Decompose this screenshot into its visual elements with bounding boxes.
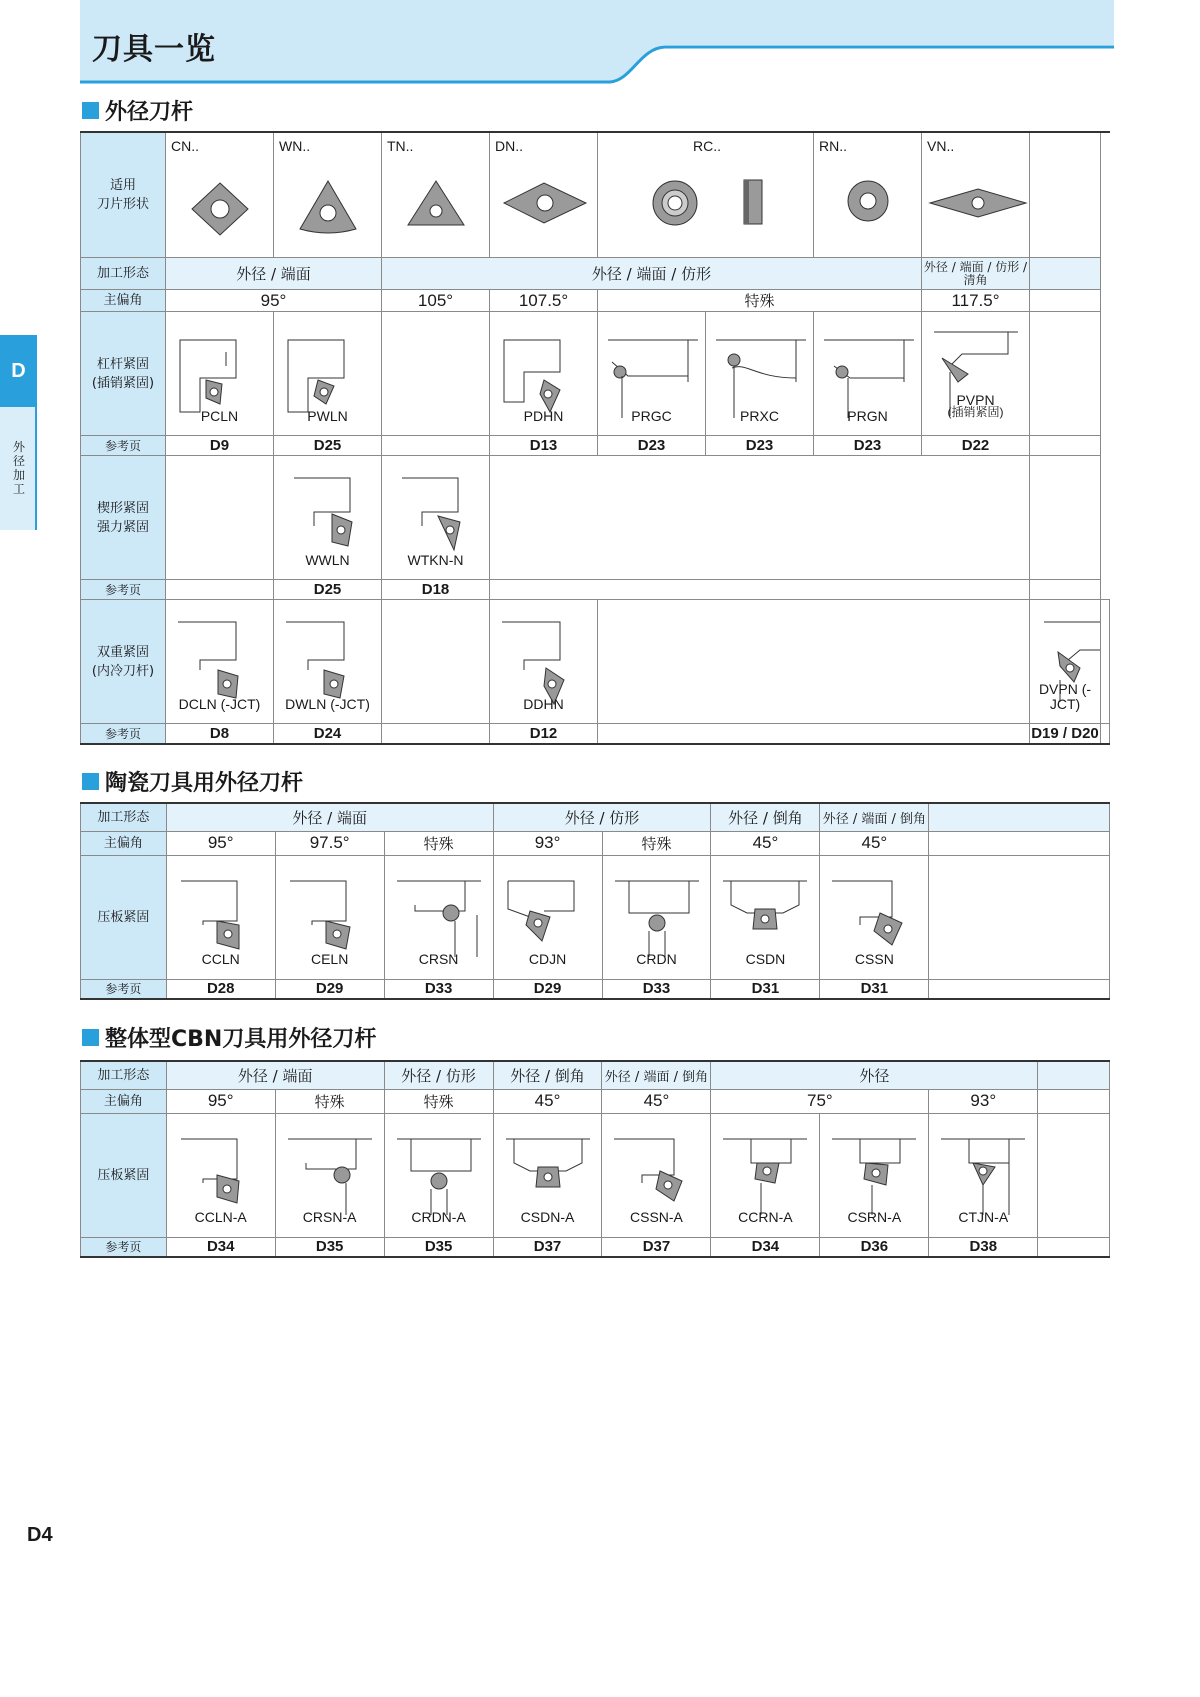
- page-number: D4: [27, 1524, 53, 1546]
- insert-wn: WN..: [274, 132, 382, 258]
- tool-prxc[interactable]: PRXC: [706, 312, 814, 436]
- tool-ddhn[interactable]: DDHN: [490, 600, 598, 724]
- wedge-clamp-row: [81, 456, 1110, 580]
- insert-tn: TN..: [382, 132, 490, 258]
- tool-wwln[interactable]: WWLN: [274, 456, 382, 580]
- row-label-lever: 杠杆紧固 (插销紧固): [81, 312, 166, 436]
- tool-cdjn[interactable]: CDJN: [493, 855, 602, 979]
- tool-pwln[interactable]: PWLN: [274, 312, 382, 436]
- cbn-clamp-row: 压板紧固 CCLN-A CRSN-A CRDN-A CSDN-A CSSN-A CCRN-A CSRN-A CTJN-A: [81, 1113, 1110, 1237]
- insert-rc: RC..: [598, 132, 814, 258]
- tool-ccrn-a[interactable]: CCRN-A: [711, 1113, 820, 1237]
- lever-clamp-row: [81, 312, 1110, 436]
- row-label-double: 双重紧固 (内冷刀杆): [81, 600, 166, 724]
- tool-prgc[interactable]: PRGC: [598, 312, 706, 436]
- tool-pvpn[interactable]: PVPN (插销紧固): [922, 312, 1030, 436]
- row-label-insert: 适用 刀片形状: [81, 132, 166, 258]
- insert-dn: DN..: [490, 132, 598, 258]
- tool-crsn-a[interactable]: CRSN-A: [275, 1113, 384, 1237]
- section-marker-icon: [82, 1029, 99, 1046]
- tool-dcln[interactable]: DCLN (-JCT): [166, 600, 274, 724]
- insert-rn: RN..: [814, 132, 922, 258]
- tool-cssn[interactable]: CSSN: [820, 855, 929, 979]
- ceramic-holder-table: 加工形态 外径 / 端面 外径 / 仿形 外径 / 倒角 外径 / 端面 / 倒角 主偏角 95° 97.5° 特殊 93° 特殊 45° 45° 压板紧固 CCLN CELN CRSN CDJN CRDN CSDN CSSN 参考页 D28 D29 D33 D29 D33 D31 D31: [80, 802, 1110, 1000]
- section-title-od-holders: 外径刀杆: [82, 95, 193, 126]
- tool-wtkn[interactable]: WTKN-N: [382, 456, 490, 580]
- side-tab-label: 外径加工: [13, 440, 26, 496]
- double-clamp-row: [81, 600, 1110, 724]
- ceramic-clamp-row: 压板紧固 CCLN CELN CRSN CDJN CRDN CSDN CSSN: [81, 855, 1110, 979]
- tool-dwln[interactable]: DWLN (-JCT): [274, 600, 382, 724]
- side-tab-letter[interactable]: D: [0, 335, 37, 407]
- row-label-wedge: 楔形紧固 强力紧固: [81, 456, 166, 580]
- tool-csrn-a[interactable]: CSRN-A: [820, 1113, 929, 1237]
- tool-prgn[interactable]: PRGN: [814, 312, 922, 436]
- section-marker-icon: [82, 773, 99, 790]
- row-label-angle: 主偏角: [81, 290, 166, 312]
- tool-ccln[interactable]: CCLN: [166, 855, 275, 979]
- tool-ccln-a[interactable]: CCLN-A: [166, 1113, 275, 1237]
- tool-crdn[interactable]: CRDN: [602, 855, 711, 979]
- tool-crsn[interactable]: CRSN: [384, 855, 493, 979]
- insert-cn: CN..: [166, 132, 274, 258]
- section-title-ceramic-holders: 陶瓷刀具用外径刀杆: [82, 766, 303, 797]
- section-marker-icon: [82, 102, 99, 119]
- cbn-holder-table: 加工形态 外径 / 端面 外径 / 仿形 外径 / 倒角 外径 / 端面 / 倒角 外径 主偏角 95° 特殊 特殊 45° 45° 75° 93° 压板紧固 CCLN-A CRSN-A CRDN-A CSDN-A CSSN-A CCRN-A CSRN-A CTJN-A 参考页 D34 D35 D35 D37 D37 D34 D36 D38: [80, 1060, 1110, 1258]
- insert-vn: VN..: [922, 132, 1030, 258]
- od-holder-table: 适用 刀片形状 CN.. WN.. TN.. DN.. RC.. RN.. VN.. 加工形态 外径 / 端面 外径 / 端面 / 仿形 外径 / 端面 / 仿形 / 清角 主偏角 95° 105° 107.5° 特殊 117.5° 杠杆紧固 (插销紧固) PCLN PWLN PDHN PRGC PRXC PRGN PVPN (插销紧固) 参考页 D9 D25 D13 D23 D23 D23 D22 楔形紧固 强力紧固 WWLN WTKN-N 参考页 D25 D18 双重紧固 (内冷刀杆) DCLN (-JCT) DWLN (-JCT) DDHN DVPN (-JCT) 参考页 D8 D24 D12 D19 / D20: [80, 131, 1110, 745]
- tool-cssn-a[interactable]: CSSN-A: [602, 1113, 711, 1237]
- tool-csdn-a[interactable]: CSDN-A: [493, 1113, 602, 1237]
- section-title-cbn-holders: 整体型CBN刀具用外径刀杆: [82, 1022, 376, 1053]
- tool-pcln[interactable]: PCLN: [166, 312, 274, 436]
- page-header: [0, 0, 1114, 90]
- tool-ctjn-a[interactable]: CTJN-A: [929, 1113, 1038, 1237]
- tool-csdn[interactable]: CSDN: [711, 855, 820, 979]
- tool-crdn-a[interactable]: CRDN-A: [384, 1113, 493, 1237]
- tool-dvpn[interactable]: DVPN (-JCT): [1030, 600, 1101, 724]
- row-label-machining: 加工形态: [81, 258, 166, 290]
- page-title: 刀具一览: [92, 32, 216, 67]
- tool-pdhn[interactable]: PDHN: [490, 312, 598, 436]
- tool-celn[interactable]: CELN: [275, 855, 384, 979]
